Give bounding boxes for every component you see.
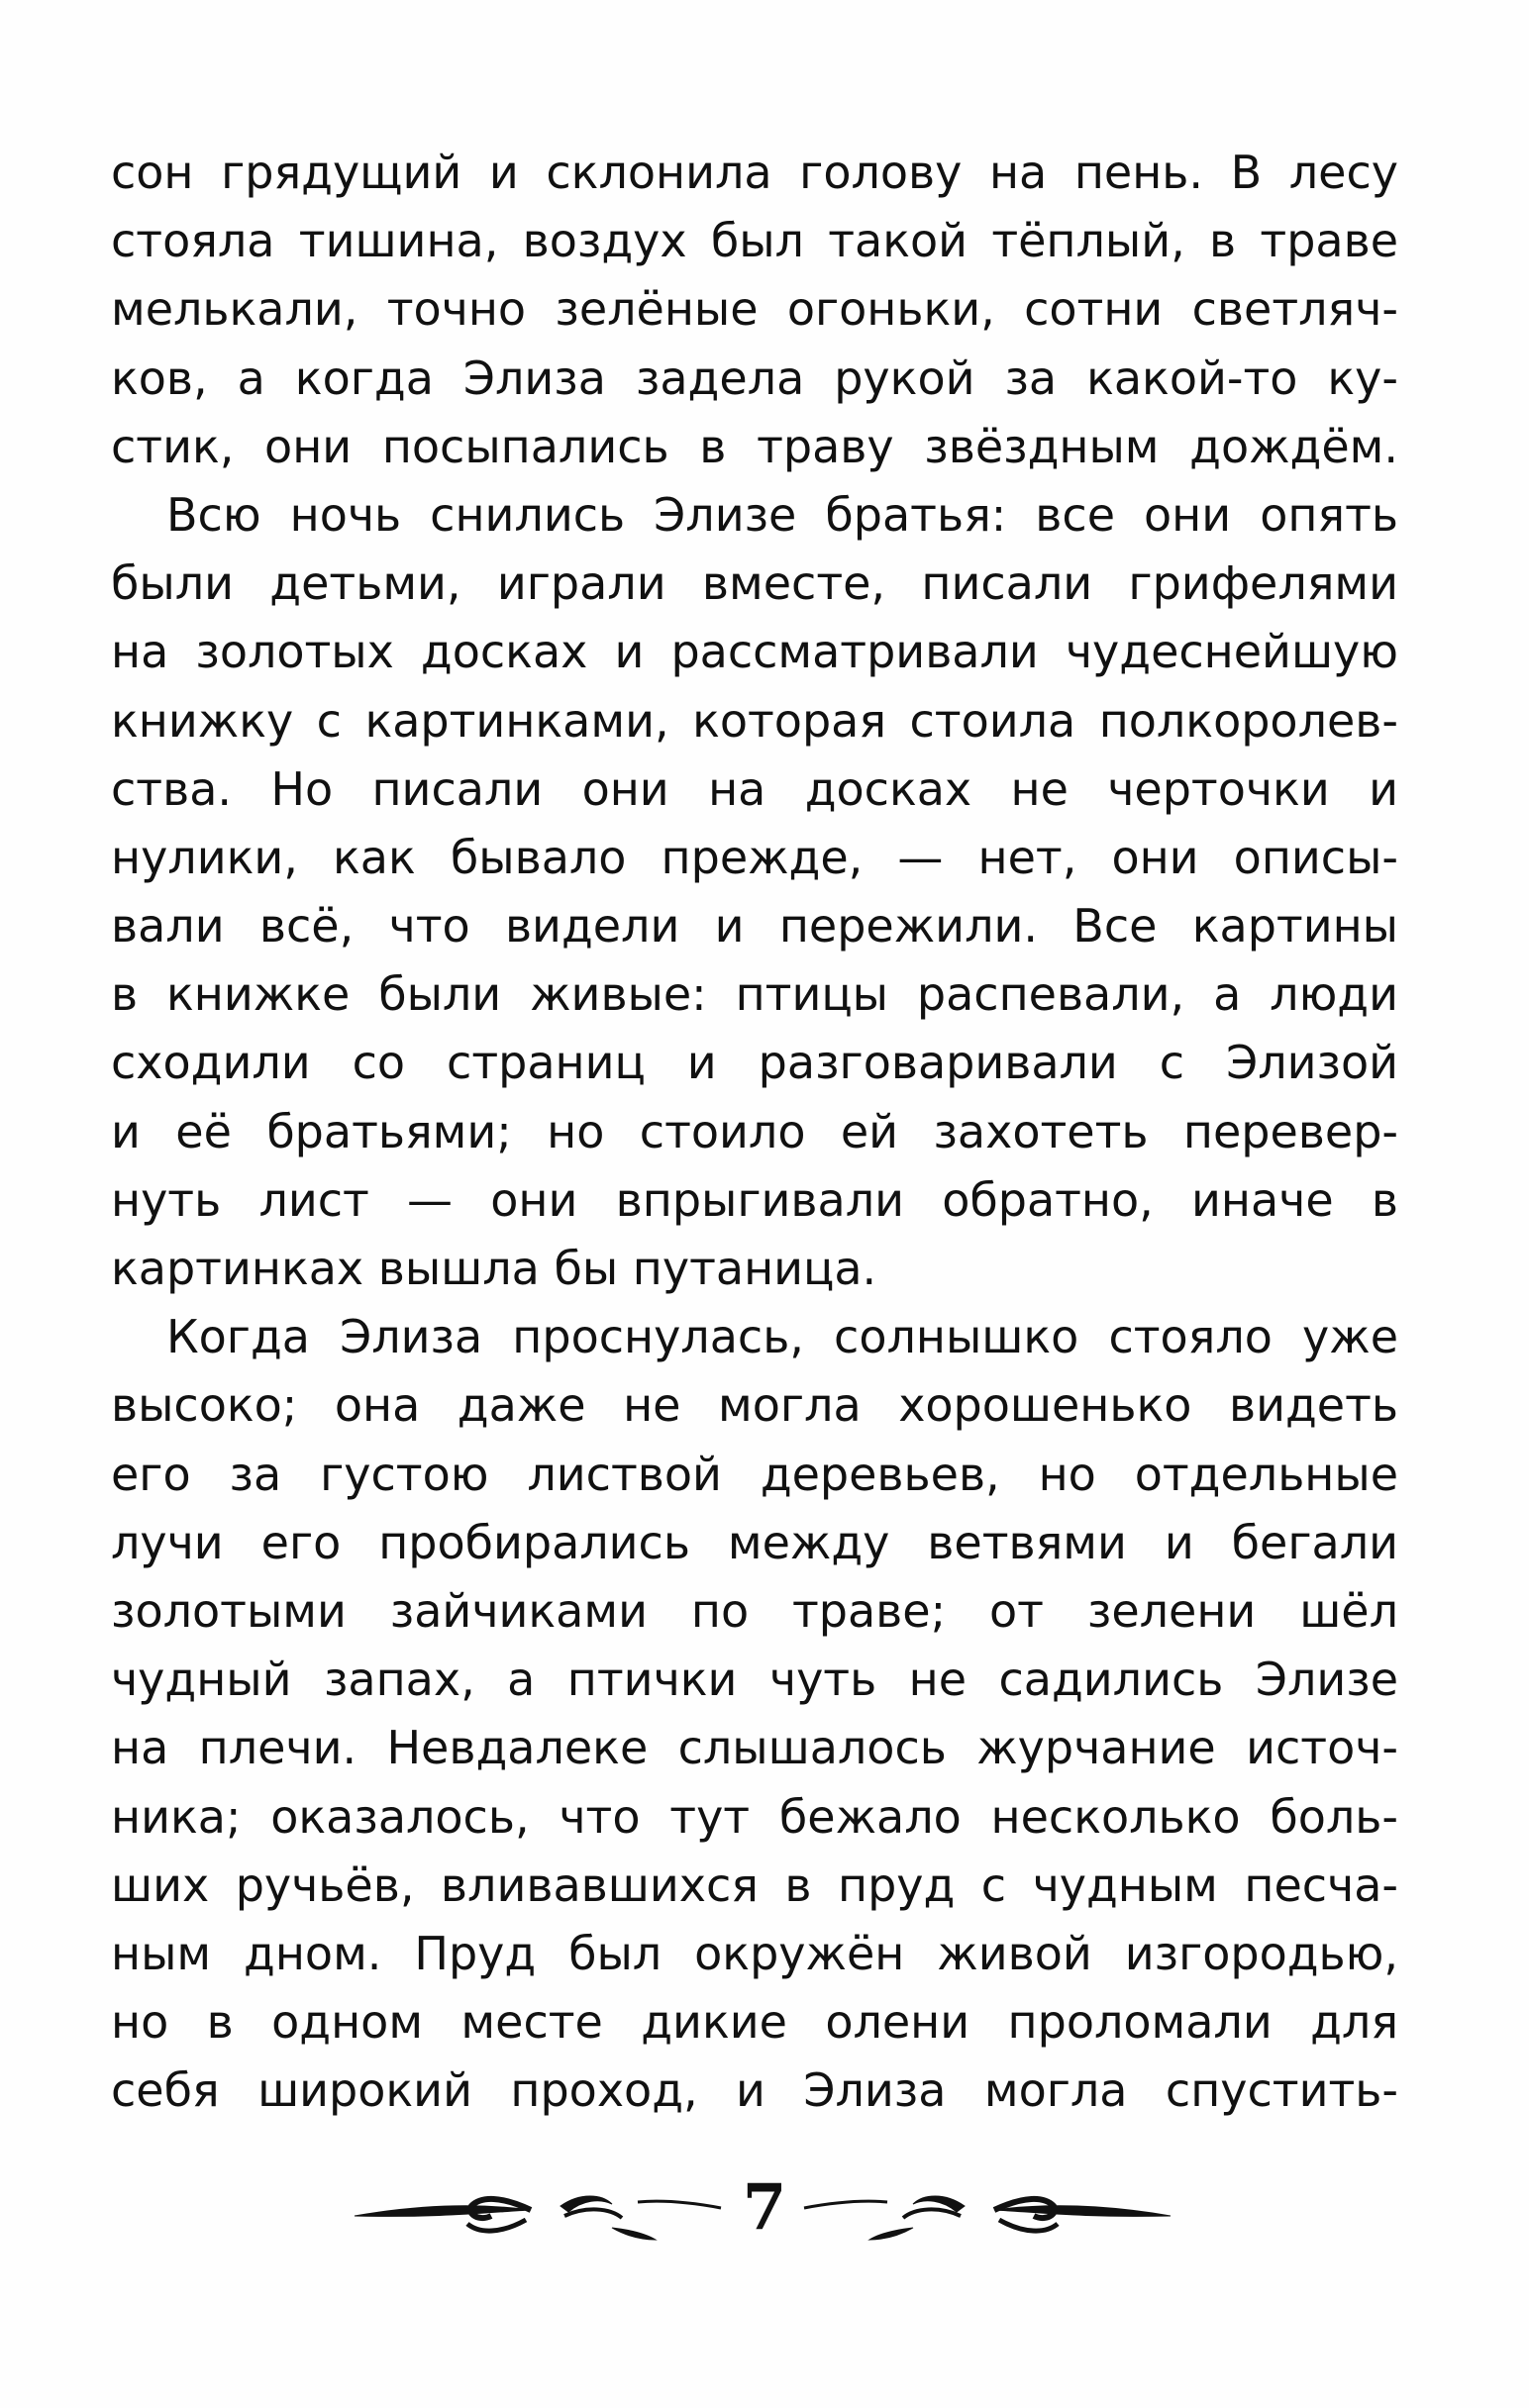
text-line: вали всё, что видели и пережили. Все картины [111, 899, 1398, 953]
text-line: Когда Элиза проснулась, солнышко стояло уже [166, 1310, 1398, 1364]
text-line: мелькали, точно зелёные огоньки, сотни светляч- [111, 282, 1398, 337]
text-line: высоко; она даже не могла хорошенько видеть [111, 1378, 1398, 1433]
text-line: сходили со страниц и разговаривали с Элизой [111, 1036, 1398, 1090]
flourish-ornament-icon [353, 2176, 729, 2246]
text-line: ным дном. Пруд был окружён живой изгородью, [111, 1926, 1398, 1980]
text-line: на золотых досках и рассматривали чудеснейшую [111, 625, 1398, 679]
text-line: ших ручьёв, вливавшихся в пруд с чудным песча- [111, 1857, 1398, 1912]
text-line: сон грядущий и склонила голову на пень. В лесу [111, 146, 1398, 199]
text-line: картинках вышла бы путаница. [111, 1242, 877, 1295]
text-line: ства. Но писали они на досках не черточки и [111, 761, 1398, 816]
text-line: себя широкий проход, и Элиза могла спустить- [111, 2063, 1398, 2118]
text-line: в книжке были живые: птицы распевали, а люди [111, 967, 1398, 1022]
body-text [111, 139, 1398, 2125]
page-number: 7 [742, 2170, 787, 2245]
text-line: ков, а когда Элиза задела рукой за какой-то ку- [111, 351, 1398, 405]
text-line: но в одном месте дикие олени проломали для [111, 1995, 1398, 2050]
text-line: стик, они посыпались в траву звёздным дождём. [111, 419, 1398, 473]
text-line: были детьми, играли вместе, писали грифелями [111, 556, 1398, 611]
text-line: ника; оказалось, что тут бежало несколько боль- [111, 1789, 1398, 1844]
text-line: чудный запах, а птички чуть не садились Элизе [111, 1653, 1398, 1707]
page-footer [0, 2168, 1529, 2287]
flourish-ornament-icon [796, 2176, 1172, 2246]
text-line: Всю ночь снились Элизе братья: все они опять [166, 487, 1398, 542]
text-line: нуть лист — они впрыгивали обратно, иначе в [111, 1172, 1398, 1227]
text-line: золотыми зайчиками по траве; от зелени шёл [111, 1583, 1398, 1638]
text-line: лучи его пробирались между ветвями и бегали [111, 1515, 1398, 1569]
text-line: книжку с картинками, которая стоила полкоролев- [111, 693, 1398, 748]
text-line: его за густою листвой деревьев, но отдельные [111, 1447, 1398, 1501]
text-line: и её братьями; но стоило ей захотеть перевер- [111, 1104, 1398, 1158]
text-line: стояла тишина, воздух был такой тёплый, в траве [111, 214, 1398, 268]
text-line: на плечи. Невдалеке слышалось журчание источ- [111, 1721, 1398, 1775]
text-line: нулики, как бывало прежде, — нет, они описы- [111, 830, 1398, 884]
